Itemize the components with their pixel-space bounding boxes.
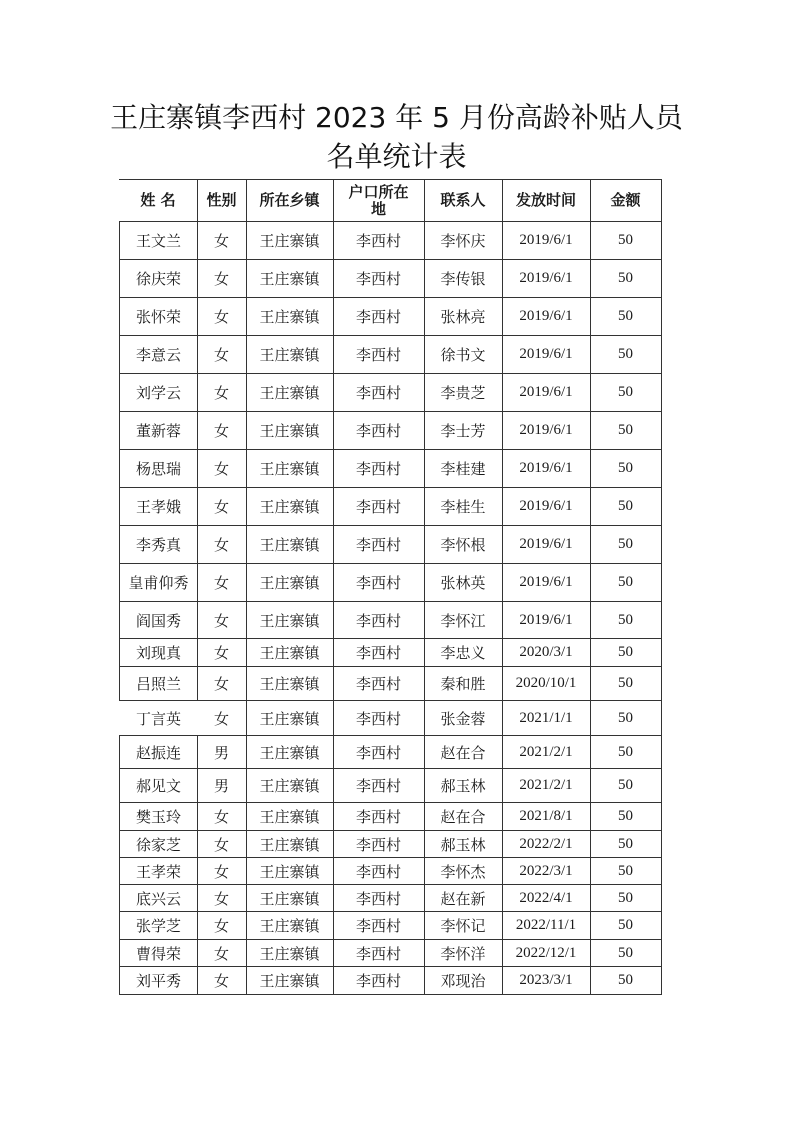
- cell-issue-date: 2019/6/1: [502, 602, 591, 639]
- header-township: 所在乡镇: [246, 179, 334, 222]
- cell-township: 王庄寨镇: [246, 450, 334, 488]
- cell-contact: 李桂生: [424, 488, 503, 526]
- cell-issue-date: 2021/1/1: [502, 701, 591, 736]
- header-amount: 金额: [590, 179, 662, 222]
- cell-household-village: 李西村: [333, 858, 425, 885]
- cell-contact: 赵在合: [424, 803, 503, 831]
- cell-name: 王文兰: [119, 222, 198, 260]
- header-name: 姓 名: [119, 179, 198, 222]
- cell-household-village: 李西村: [333, 885, 425, 912]
- cell-name: 丁言英: [119, 701, 198, 736]
- cell-contact: 李怀洋: [424, 940, 503, 967]
- cell-name: 刘现真: [119, 639, 198, 667]
- table-row: [119, 526, 662, 564]
- cell-issue-date: 2023/3/1: [502, 967, 591, 995]
- cell-gender: 女: [197, 602, 247, 639]
- cell-name: 赵振连: [119, 736, 198, 769]
- cell-amount: 50: [590, 639, 662, 667]
- cell-contact: 李怀杰: [424, 858, 503, 885]
- table-row: [119, 222, 662, 260]
- document-title-line-2: 名单统计表: [326, 140, 467, 173]
- cell-name: 李秀真: [119, 526, 198, 564]
- cell-household-village: 李西村: [333, 298, 425, 336]
- cell-issue-date: 2022/4/1: [502, 885, 591, 912]
- cell-amount: 50: [590, 488, 662, 526]
- cell-household-village: 李西村: [333, 412, 425, 450]
- cell-contact: 秦和胜: [424, 667, 503, 701]
- cell-township: 王庄寨镇: [246, 602, 334, 639]
- cell-township: 王庄寨镇: [246, 564, 334, 602]
- cell-township: 王庄寨镇: [246, 769, 334, 803]
- cell-amount: 50: [590, 450, 662, 488]
- table-header-row: [119, 179, 662, 222]
- cell-contact: 张林英: [424, 564, 503, 602]
- table-row: [119, 412, 662, 450]
- cell-name: 郝见文: [119, 769, 198, 803]
- cell-township: 王庄寨镇: [246, 803, 334, 831]
- cell-issue-date: 2021/2/1: [502, 769, 591, 803]
- cell-amount: 50: [590, 858, 662, 885]
- cell-household-village: 李西村: [333, 667, 425, 701]
- cell-household-village: 李西村: [333, 526, 425, 564]
- cell-contact: 张林亮: [424, 298, 503, 336]
- cell-township: 王庄寨镇: [246, 298, 334, 336]
- cell-contact: 李传银: [424, 260, 503, 298]
- cell-name: 王孝娥: [119, 488, 198, 526]
- cell-amount: 50: [590, 701, 662, 736]
- cell-issue-date: 2020/10/1: [502, 667, 591, 701]
- cell-amount: 50: [590, 912, 662, 940]
- table-row: [119, 803, 662, 831]
- cell-issue-date: 2019/6/1: [502, 222, 591, 260]
- cell-township: 王庄寨镇: [246, 488, 334, 526]
- cell-contact: 李怀根: [424, 526, 503, 564]
- cell-name: 张学芝: [119, 912, 198, 940]
- cell-name: 徐庆荣: [119, 260, 198, 298]
- cell-issue-date: 2019/6/1: [502, 526, 591, 564]
- cell-name: 李意云: [119, 336, 198, 374]
- table-row: [119, 769, 662, 803]
- cell-township: 王庄寨镇: [246, 736, 334, 769]
- cell-gender: 男: [197, 736, 247, 769]
- cell-contact: 李怀庆: [424, 222, 503, 260]
- table-row: [119, 885, 662, 912]
- table-row: [119, 488, 662, 526]
- cell-contact: 张金蓉: [424, 701, 503, 736]
- cell-issue-date: 2019/6/1: [502, 374, 591, 412]
- cell-name: 底兴云: [119, 885, 198, 912]
- cell-issue-date: 2019/6/1: [502, 412, 591, 450]
- cell-township: 王庄寨镇: [246, 412, 334, 450]
- cell-township: 王庄寨镇: [246, 222, 334, 260]
- cell-issue-date: 2019/6/1: [502, 298, 591, 336]
- cell-issue-date: 2022/12/1: [502, 940, 591, 967]
- cell-contact: 李怀记: [424, 912, 503, 940]
- cell-household-village: 李西村: [333, 701, 425, 736]
- cell-name: 刘学云: [119, 374, 198, 412]
- cell-gender: 男: [197, 769, 247, 803]
- cell-issue-date: 2019/6/1: [502, 564, 591, 602]
- cell-household-village: 李西村: [333, 336, 425, 374]
- header-gender: 性别: [197, 179, 247, 222]
- cell-household-village: 李西村: [333, 222, 425, 260]
- cell-contact: 李贵芝: [424, 374, 503, 412]
- cell-amount: 50: [590, 831, 662, 858]
- cell-contact: 徐书文: [424, 336, 503, 374]
- table-row: [119, 298, 662, 336]
- cell-issue-date: 2019/6/1: [502, 336, 591, 374]
- cell-household-village: 李西村: [333, 967, 425, 995]
- header-household-village: 户口所在地: [333, 179, 425, 222]
- cell-issue-date: 2021/2/1: [502, 736, 591, 769]
- cell-name: 张怀荣: [119, 298, 198, 336]
- cell-gender: 女: [197, 831, 247, 858]
- cell-amount: 50: [590, 298, 662, 336]
- cell-name: 杨思瑞: [119, 450, 198, 488]
- cell-household-village: 李西村: [333, 564, 425, 602]
- cell-name: 皇甫仰秀: [119, 564, 198, 602]
- cell-amount: 50: [590, 769, 662, 803]
- cell-household-village: 李西村: [333, 736, 425, 769]
- cell-gender: 女: [197, 298, 247, 336]
- table-row: [119, 912, 662, 940]
- cell-contact: 郝玉林: [424, 831, 503, 858]
- cell-issue-date: 2019/6/1: [502, 450, 591, 488]
- cell-contact: 李怀江: [424, 602, 503, 639]
- table-row: [119, 602, 662, 639]
- cell-gender: 女: [197, 412, 247, 450]
- cell-household-village: 李西村: [333, 940, 425, 967]
- header-contact: 联系人: [424, 179, 503, 222]
- cell-gender: 女: [197, 260, 247, 298]
- cell-township: 王庄寨镇: [246, 374, 334, 412]
- cell-issue-date: 2020/3/1: [502, 639, 591, 667]
- cell-amount: 50: [590, 967, 662, 995]
- cell-gender: 女: [197, 488, 247, 526]
- cell-name: 曹得荣: [119, 940, 198, 967]
- cell-issue-date: 2022/2/1: [502, 831, 591, 858]
- table-row: [119, 336, 662, 374]
- cell-township: 王庄寨镇: [246, 940, 334, 967]
- cell-household-village: 李西村: [333, 803, 425, 831]
- cell-name: 王孝荣: [119, 858, 198, 885]
- cell-gender: 女: [197, 967, 247, 995]
- cell-household-village: 李西村: [333, 912, 425, 940]
- cell-amount: 50: [590, 222, 662, 260]
- cell-gender: 女: [197, 450, 247, 488]
- cell-amount: 50: [590, 336, 662, 374]
- cell-amount: 50: [590, 667, 662, 701]
- cell-gender: 女: [197, 374, 247, 412]
- cell-contact: 赵在新: [424, 885, 503, 912]
- cell-township: 王庄寨镇: [246, 885, 334, 912]
- cell-township: 王庄寨镇: [246, 667, 334, 701]
- cell-gender: 女: [197, 222, 247, 260]
- cell-household-village: 李西村: [333, 639, 425, 667]
- cell-name: 樊玉玲: [119, 803, 198, 831]
- table-row: [119, 374, 662, 412]
- cell-amount: 50: [590, 736, 662, 769]
- cell-township: 王庄寨镇: [246, 526, 334, 564]
- cell-name: 董新蓉: [119, 412, 198, 450]
- cell-issue-date: 2019/6/1: [502, 260, 591, 298]
- cell-township: 王庄寨镇: [246, 967, 334, 995]
- cell-contact: 李忠义: [424, 639, 503, 667]
- cell-gender: 女: [197, 940, 247, 967]
- cell-name: 阎国秀: [119, 602, 198, 639]
- table-row: [119, 450, 662, 488]
- cell-household-village: 李西村: [333, 450, 425, 488]
- document-title-line-1: 王庄寨镇李西村 2023 年 5 月份高龄补贴人员: [110, 101, 683, 134]
- cell-amount: 50: [590, 526, 662, 564]
- cell-household-village: 李西村: [333, 260, 425, 298]
- cell-township: 王庄寨镇: [246, 260, 334, 298]
- cell-gender: 女: [197, 885, 247, 912]
- cell-household-village: 李西村: [333, 488, 425, 526]
- cell-township: 王庄寨镇: [246, 912, 334, 940]
- cell-household-village: 李西村: [333, 831, 425, 858]
- cell-gender: 女: [197, 564, 247, 602]
- cell-gender: 女: [197, 912, 247, 940]
- table-row: [119, 639, 662, 667]
- cell-amount: 50: [590, 940, 662, 967]
- table-row: [119, 736, 662, 769]
- cell-township: 王庄寨镇: [246, 831, 334, 858]
- cell-gender: 女: [197, 526, 247, 564]
- table-row: [119, 858, 662, 885]
- cell-amount: 50: [590, 260, 662, 298]
- cell-township: 王庄寨镇: [246, 858, 334, 885]
- cell-township: 王庄寨镇: [246, 336, 334, 374]
- cell-amount: 50: [590, 564, 662, 602]
- cell-amount: 50: [590, 412, 662, 450]
- cell-gender: 女: [197, 701, 247, 736]
- cell-issue-date: 2019/6/1: [502, 488, 591, 526]
- cell-amount: 50: [590, 602, 662, 639]
- table-row: [119, 701, 662, 736]
- cell-gender: 女: [197, 667, 247, 701]
- cell-amount: 50: [590, 803, 662, 831]
- header-issue-date: 发放时间: [502, 179, 591, 222]
- table-row: [119, 260, 662, 298]
- cell-issue-date: 2022/3/1: [502, 858, 591, 885]
- cell-gender: 女: [197, 858, 247, 885]
- table-row: [119, 967, 662, 995]
- table-row: [119, 667, 662, 701]
- table-row: [119, 831, 662, 858]
- cell-amount: 50: [590, 374, 662, 412]
- cell-household-village: 李西村: [333, 602, 425, 639]
- cell-gender: 女: [197, 639, 247, 667]
- cell-name: 吕照兰: [119, 667, 198, 701]
- cell-township: 王庄寨镇: [246, 639, 334, 667]
- cell-contact: 赵在合: [424, 736, 503, 769]
- cell-issue-date: 2022/11/1: [502, 912, 591, 940]
- cell-gender: 女: [197, 336, 247, 374]
- cell-contact: 李士芳: [424, 412, 503, 450]
- cell-issue-date: 2021/8/1: [502, 803, 591, 831]
- cell-name: 刘平秀: [119, 967, 198, 995]
- cell-name: 徐家芝: [119, 831, 198, 858]
- cell-township: 王庄寨镇: [246, 701, 334, 736]
- cell-contact: 郝玉林: [424, 769, 503, 803]
- cell-amount: 50: [590, 885, 662, 912]
- cell-contact: 李桂建: [424, 450, 503, 488]
- cell-contact: 邓现治: [424, 967, 503, 995]
- cell-gender: 女: [197, 803, 247, 831]
- cell-household-village: 李西村: [333, 374, 425, 412]
- table-row: [119, 564, 662, 602]
- table-row: [119, 940, 662, 967]
- cell-household-village: 李西村: [333, 769, 425, 803]
